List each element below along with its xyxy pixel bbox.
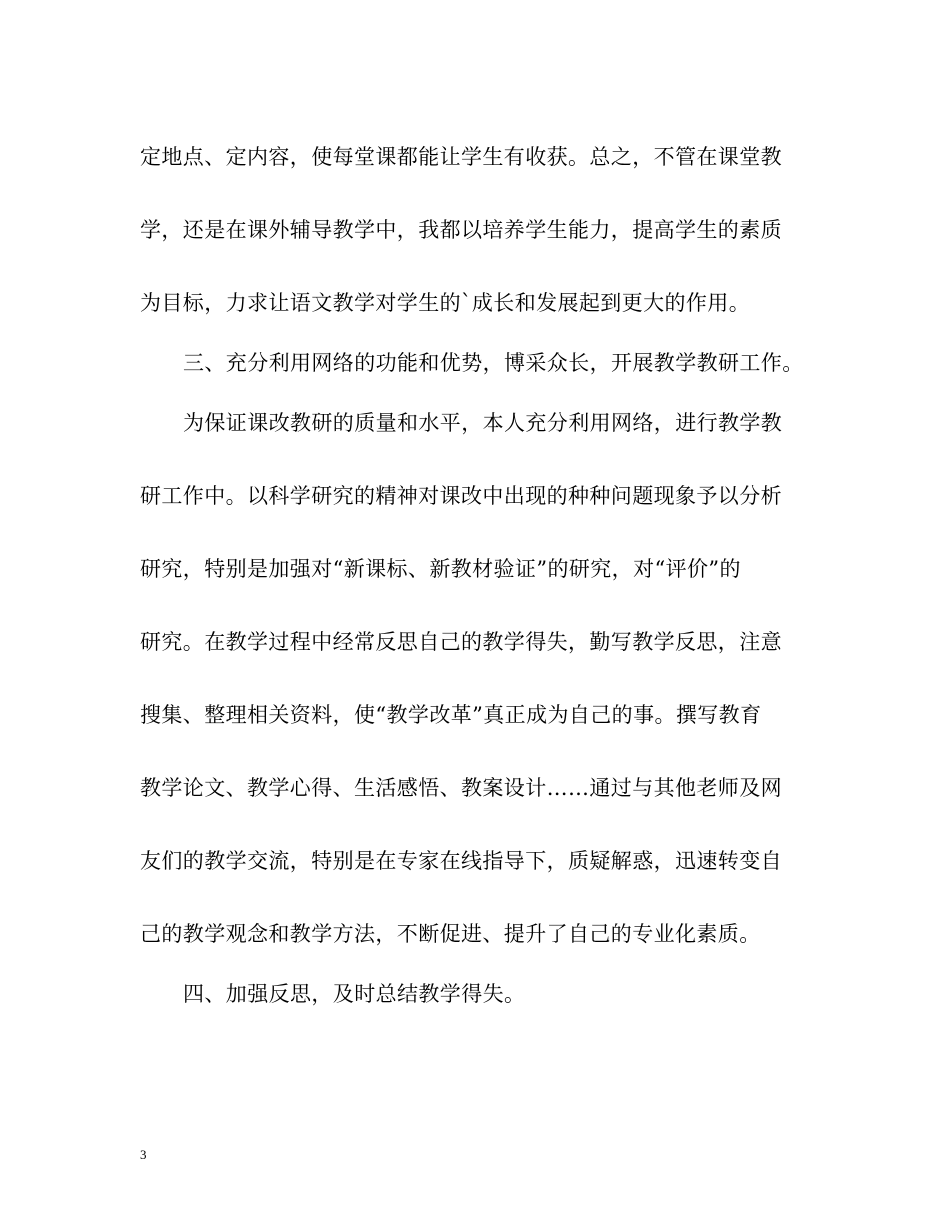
page-number: 3	[140, 1147, 147, 1162]
section-heading: 三、充分利用网络的功能和优势，博采众长，开展教学教研工作。	[183, 351, 804, 375]
body-text-line: 学，还是在课外辅导教学中，我都以培养学生能力，提高学生的素质	[140, 218, 782, 242]
body-text-line: 教学论文、教学心得、生活感悟、教案设计……通过与其他老师及网	[140, 776, 782, 800]
body-text-line: 研工作中。以科学研究的精神对课改中出现的种种问题现象予以分析	[140, 484, 782, 508]
body-text-line: 研究，特别是加强对“新课标、新教材验证”的研究，对“评价”的	[140, 557, 741, 581]
body-text-line: 定地点、定内容，使每堂课都能让学生有收获。总之，不管在课堂教	[140, 145, 782, 169]
body-text-line: 研究。在教学过程中经常反思自己的教学得失，勤写教学反思，注意	[140, 630, 782, 654]
body-text-line: 为保证课改教研的质量和水平，本人充分利用网络，进行教学教	[183, 411, 783, 435]
body-text-line: 为目标，力求让语文教学对学生的`成长和发展起到更大的作用。	[140, 291, 751, 315]
body-text-line: 友们的教学交流，特别是在专家在线指导下，质疑解惑，迅速转变自	[140, 849, 782, 873]
body-text-line: 搜集、整理相关资料，使“教学改革”真正成为自己的事。撰写教育	[140, 703, 762, 727]
section-heading: 四、加强反思，及时总结教学得失。	[183, 982, 526, 1006]
body-text-line: 己的教学观念和教学方法，不断促进、提升了自己的专业化素质。	[140, 922, 761, 946]
